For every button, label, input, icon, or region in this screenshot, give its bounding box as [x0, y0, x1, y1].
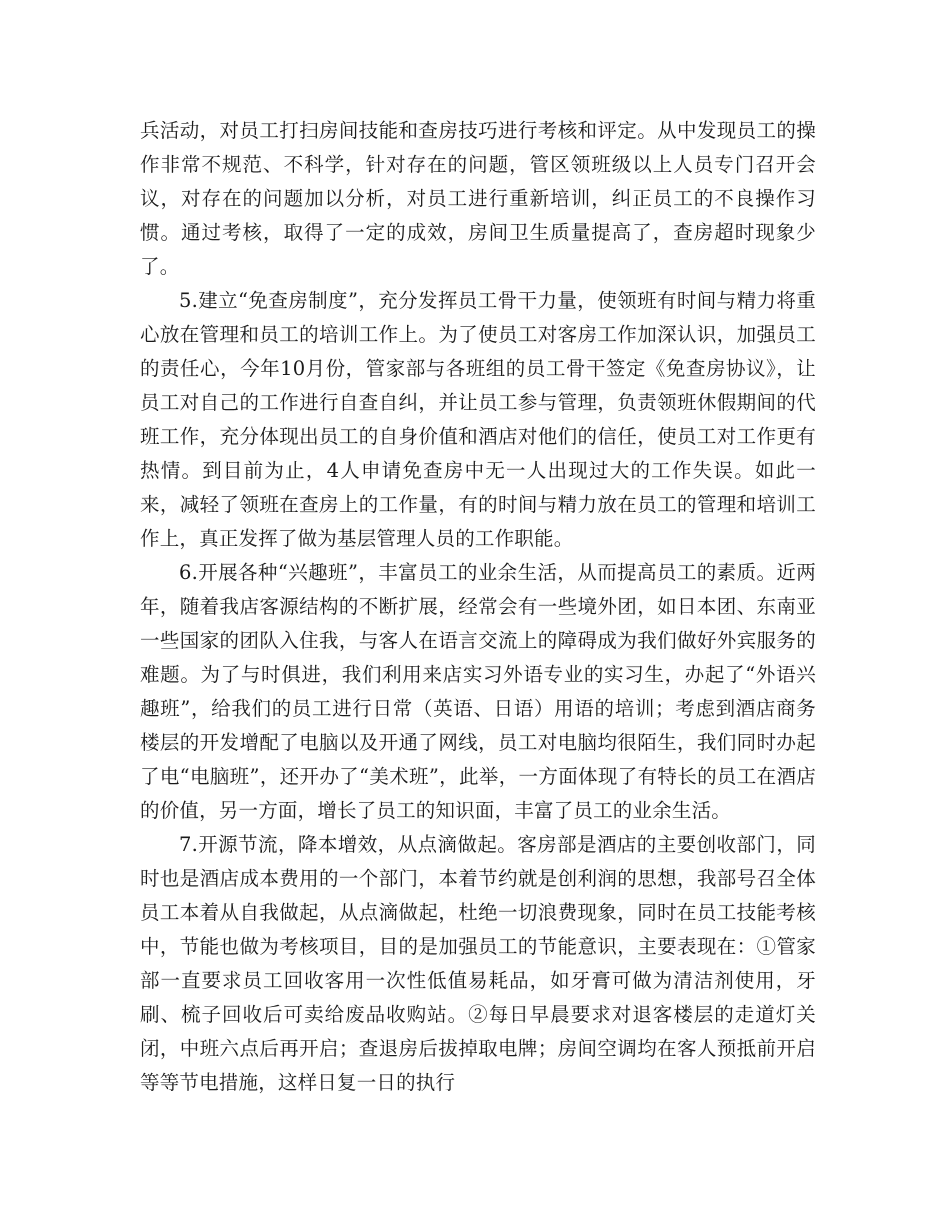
paragraph-item-7: 7.开源节流，降本增效，从点滴做起。客房部是酒店的主要创收部门，同时也是酒店成本费用的一个部门，本着节约就是创利润的思想，我部号召全体员工本着从自我做起，从点滴做起，杜绝一切浪费现象，同时在员工技能考核中，节能也做为考核项目，目的是加强员工的节能意识，主要表现在：①管家部一直要求员工回收客用一次性低值易耗品，如牙膏可做为清洁剂使用，牙刷、梳子回收后可卖给废品收购站。②每日早晨要求对退客楼层的走道灯关闭，中班六点后再开启；查退房后拔掉取电牌；房间空调均在客人预抵前开启等等节电措施，这样日复一日的执行: [140, 833, 816, 1094]
document-body: [140, 114, 816, 1100]
paragraph-item-5: 5.建立“免查房制度”，充分发挥员工骨干力量，使领班有时间与精力将重心放在管理和员工的培训工作上。为了使员工对客房工作加深认识，加强员工的责任心，今年10月份，管家部与各班组的员工骨干签定《免查房协议》，让员工对自己的工作进行自查自纠，并让员工参与管理，负责领班休假期间的代班工作，充分体现出员工的自身价值和酒店对他们的信任，使员工对工作更有热情。到目前为止，4人申请免查房中无一人出现过大的工作失误。如此一来，减轻了领班在查房上的工作量，有的时间与精力放在员工的管理和培训工作上，真正发挥了做为基层管理人员的工作职能。: [140, 289, 816, 550]
paragraph-continuation: 兵活动，对员工打扫房间技能和查房技巧进行考核和评定。从中发现员工的操作非常不规范、不科学，针对存在的问题，管区领班级以上人员专门召开会议，对存在的问题加以分析，对员工进行重新培训，纠正员工的不良操作习惯。通过考核，取得了一定的成效，房间卫生质量提高了，查房超时现象少了。: [140, 119, 816, 278]
paragraph-item-6: 6.开展各种“兴趣班”，丰富员工的业余生活，从而提高员工的素质。近两年，随着我店客源结构的不断扩展，经常会有一些境外团，如日本团、东南亚一些国家的团队入住我，与客人在语言交流上的障碍成为我们做好外宾服务的难题。为了与时俱进，我们利用来店实习外语专业的实习生，办起了“外语兴趣班”，给我们的员工进行日常（英语、日语）用语的培训；考虑到酒店商务楼层的开发增配了电脑以及开通了网线，员工对电脑均很陌生，我们同时办起了电“电脑班”，还开办了“美术班”，此举，一方面体现了有特长的员工在酒店的价值，另一方面，增长了员工的知识面，丰富了员工的业余生活。: [140, 561, 816, 822]
